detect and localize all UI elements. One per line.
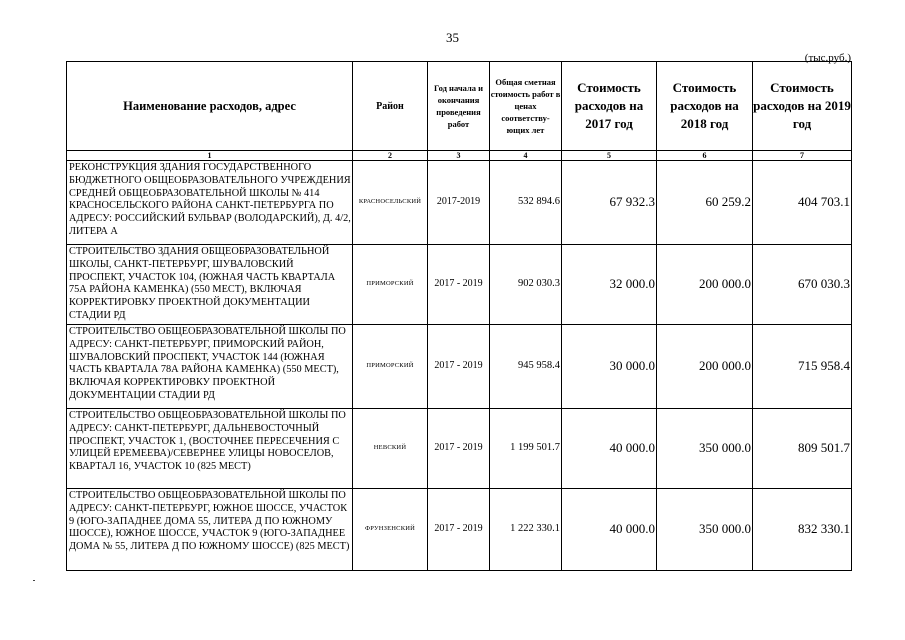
expense-name: РЕКОНСТРУКЦИЯ ЗДАНИЯ ГОСУДАРСТВЕННОГО БЮДЖЕТНОГО ОБЩЕОБРАЗОВАТЕЛЬНОГО УЧРЕЖДЕНИЯ СРЕДНЕЙ ОБЩЕОБРАЗОВАТЕЛЬНОЙ ШКОЛЫ № 414 КРАСНОСЕЛЬСКОГО РАЙОНА САНКТ-ПЕТЕРБУРГА ПО АДРЕСУ: РОССИЙСКИЙ БУЛЬВАР (ВОЛОДАРСКИЙ), Д. 4/2, ЛИТЕРА А — [67, 161, 353, 245]
header-name: Наименование расходов, адрес — [67, 62, 353, 151]
cost-2018: 60 259.2 — [657, 161, 753, 245]
header-total-cost: Общая сметная стоимость работ в ценах соответству-ющих лет — [490, 62, 562, 151]
cost-2018: 350 000.0 — [657, 489, 753, 571]
total-cost: 902 030.3 — [490, 245, 562, 325]
column-number: 5 — [562, 151, 657, 161]
cost-2017: 40 000.0 — [562, 489, 657, 571]
column-number: 1 — [67, 151, 353, 161]
cost-2018: 200 000.0 — [657, 325, 753, 409]
column-number-row — [67, 151, 852, 161]
column-number: 3 — [428, 151, 490, 161]
header-years: Год начала и окончания проведения работ — [428, 62, 490, 151]
cost-2019: 832 330.1 — [753, 489, 852, 571]
years: 2017 - 2019 — [428, 489, 490, 571]
header-district: Район — [353, 62, 428, 151]
header-row — [67, 62, 852, 151]
table-row — [67, 245, 852, 325]
column-number: 4 — [490, 151, 562, 161]
district: ПРИМОРСКИЙ — [353, 245, 428, 325]
units-label: (тыс.руб.) — [804, 52, 851, 64]
years: 2017-2019 — [428, 161, 490, 245]
expense-name: СТРОИТЕЛЬСТВО ОБЩЕОБРАЗОВАТЕЛЬНОЙ ШКОЛЫ ПО АДРЕСУ: САНКТ-ПЕТЕРБУРГ, ЮЖНОЕ ШОССЕ, УЧАСТОК 9 (ЮГО-ЗАПАДНЕЕ ДОМА 55, ЛИТЕРА Д ПО ЮЖНОМУ ШОССЕ), ЮЖНОЕ ШОССЕ, УЧАСТОК 9 (ЮГО-ЗАПАДНЕЕ ДОМА № 55, ЛИТЕРА Д ПО ЮЖНОМУ ШОССЕ) (825 МЕСТ) — [67, 489, 353, 571]
years: 2017 - 2019 — [428, 409, 490, 489]
cost-2019: 809 501.7 — [753, 409, 852, 489]
total-cost: 1 222 330.1 — [490, 489, 562, 571]
district: ПРИМОРСКИЙ — [353, 325, 428, 409]
district: НЕВСКИЙ — [353, 409, 428, 489]
years: 2017 - 2019 — [428, 325, 490, 409]
table-row — [67, 409, 852, 489]
cost-2018: 200 000.0 — [657, 245, 753, 325]
district: ФРУНЗЕНСКИЙ — [353, 489, 428, 571]
header-cost-2017: Стоимость расходов на 2017 год — [562, 62, 657, 151]
cost-2017: 40 000.0 — [562, 409, 657, 489]
expense-name: СТРОИТЕЛЬСТВО ОБЩЕОБРАЗОВАТЕЛЬНОЙ ШКОЛЫ ПО АДРЕСУ: САНКТ-ПЕТЕРБУРГ, ДАЛЬНЕВОСТОЧНЫЙ ПРОСПЕКТ, УЧАСТОК 1, (ВОСТОЧНЕЕ ПЕРЕСЕЧЕНИЯ С УЛИЦЕЙ ЕРЕМЕЕВА)/СЕВЕРНЕЕ УЛИЦЫ НОВОСЕЛОВ, КВАРТАЛ 16, УЧАСТОК 10 (825 МЕСТ) — [67, 409, 353, 489]
cost-2019: 404 703.1 — [753, 161, 852, 245]
cost-2017: 32 000.0 — [562, 245, 657, 325]
table-row — [67, 325, 852, 409]
cost-2017: 67 932.3 — [562, 161, 657, 245]
table-row — [67, 489, 852, 571]
district: КРАСНОСЕЛЬСКИЙ — [353, 161, 428, 245]
total-cost: 1 199 501.7 — [490, 409, 562, 489]
cost-2019: 670 030.3 — [753, 245, 852, 325]
expense-name: СТРОИТЕЛЬСТВО ОБЩЕОБРАЗОВАТЕЛЬНОЙ ШКОЛЫ ПО АДРЕСУ: САНКТ-ПЕТЕРБУРГ, ПРИМОРСКИЙ РАЙОН, ШУВАЛОВСКИЙ ПРОСПЕКТ, УЧАСТОК 144 (ЮЖНАЯ ЧАСТЬ КВАРТАЛА 78А РАЙОНА КАМЕНКА) (550 МЕСТ), ВКЛЮЧАЯ КОРРЕКТИРОВКУ ПРОЕКТНОЙ ДОКУМЕНТАЦИИ СТАДИИ РД — [67, 325, 353, 409]
column-number: 7 — [753, 151, 852, 161]
expense-name: СТРОИТЕЛЬСТВО ЗДАНИЯ ОБЩЕОБРАЗОВАТЕЛЬНОЙ ШКОЛЫ, САНКТ-ПЕТЕРБУРГ, ШУВАЛОВСКИЙ ПРОСПЕКТ, УЧАСТОК 104, (ЮЖНАЯ ЧАСТЬ КВАРТАЛА 75А РАЙОНА КАМЕНКА) (550 МЕСТ), ВКЛЮЧАЯ КОРРЕКТИРОВКУ ПРОЕКТНОЙ ДОКУМЕНТАЦИИ СТАДИИ РД — [67, 245, 353, 325]
cost-2017: 30 000.0 — [562, 325, 657, 409]
cost-2019: 715 958.4 — [753, 325, 852, 409]
page-number: 35 — [446, 30, 459, 45]
total-cost: 945 958.4 — [490, 325, 562, 409]
column-number: 2 — [353, 151, 428, 161]
scan-speck — [33, 580, 35, 581]
table-row — [67, 161, 852, 245]
expenses-table — [66, 61, 852, 571]
column-number: 6 — [657, 151, 753, 161]
header-cost-2018: Стоимость расходов на 2018 год — [657, 62, 753, 151]
header-cost-2019: Стоимость расходов на 2019 год — [753, 62, 852, 151]
total-cost: 532 894.6 — [490, 161, 562, 245]
years: 2017 - 2019 — [428, 245, 490, 325]
cost-2018: 350 000.0 — [657, 409, 753, 489]
